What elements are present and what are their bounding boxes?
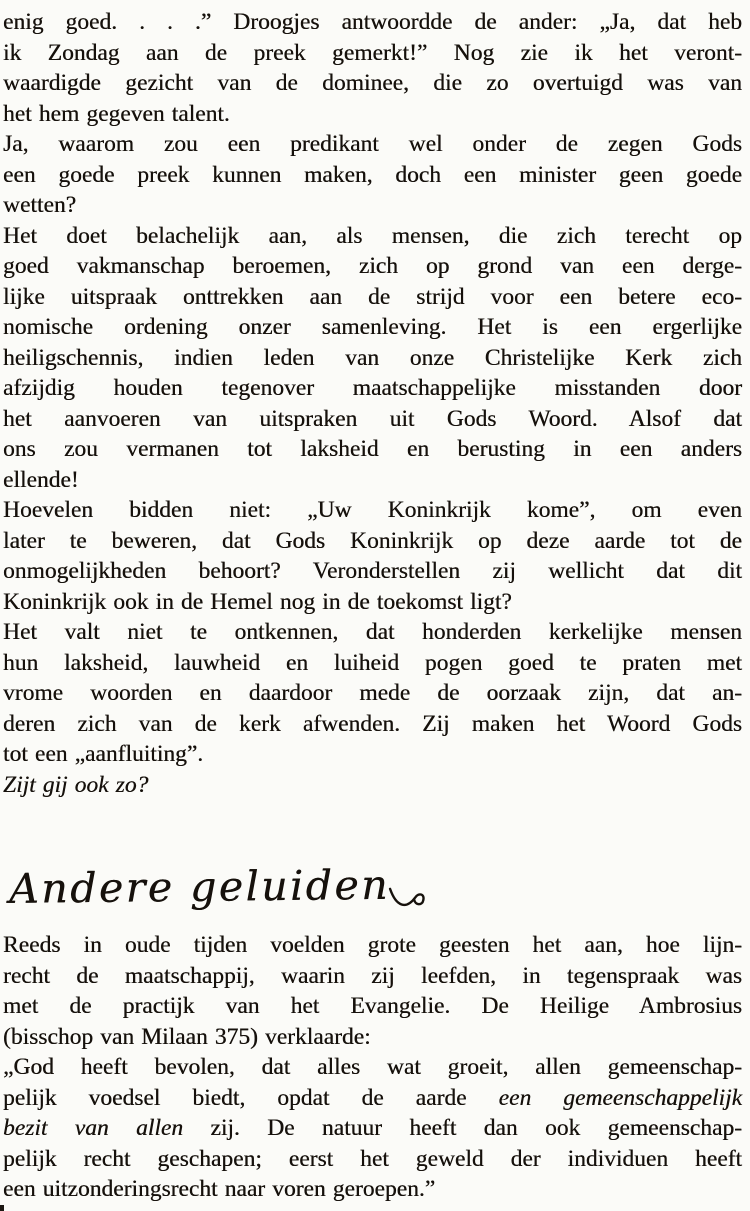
text-line [3,1022,742,1053]
text-segment: pelijk voedsel biedt, opdat de aarde [3,1084,499,1111]
text-line [3,930,742,961]
text-line [3,961,742,992]
section-heading [9,851,743,913]
text-line [3,282,742,313]
text-line [3,434,742,465]
text-segment: ellende! [3,466,79,493]
paragraph-7 [3,930,742,1052]
text-line [3,38,742,69]
text-segment: ik Zondag aan de preek gemerkt!” Nog zie ik het veront- [3,39,742,66]
paragraph-4 [3,495,742,617]
paragraph-8 [3,1052,742,1205]
paragraph-1 [3,7,742,129]
text-segment: onmogelijkheden behoort? Veronderstellen zij wellicht dat dit [3,558,742,584]
text-segment: recht de maatschappij, waarin zij leefden, in tegenspraak was [3,962,742,989]
scan-artifact [0,1205,4,1211]
text-line [3,190,742,221]
text-segment: lijke uitspraak onttrekken aan de strijd voor een betere eco- [3,283,742,310]
text-segment: Reeds in oude tijden voelden grote geesten het aan, hoe lijn- [3,932,742,958]
text-line [3,648,742,679]
text-line [3,343,742,374]
heading-text: Andere geluiden [8,860,391,913]
text-line [3,404,742,435]
text-segment: Het valt niet te ontkennen, dat honderden kerkelijke mensen [3,619,742,645]
text-line [3,465,742,496]
text-segment: hun laksheid, lauwheid en luiheid pogen goed te praten met [3,649,742,676]
paragraph-5 [3,617,742,770]
text-segment: later te beweren, dat Gods Koninkrijk op deze aarde tot de [3,527,742,554]
text-line [3,160,742,191]
text-line [3,495,742,526]
text-line [3,1083,742,1114]
italic-text: bezit van allen [3,1115,211,1141]
text-line [3,1174,742,1205]
text-line [3,221,742,252]
text-line [3,678,742,709]
text-segment: het aanvoeren van uitspraken uit Gods Woord. Alsof dat [3,405,742,432]
text-line [3,739,742,770]
text-segment: Hoevelen bidden niet: „Uw Koninkrijk kome”, om even [3,497,742,523]
text-segment: goed vakmanschap beroemen, zich op grond van een derge- [3,253,742,279]
text-segment: een uitzonderingsrecht naar voren geroepen.” [3,1176,436,1202]
italic-text: een gemeenschappelijk [498,1084,742,1111]
text-line [3,373,742,404]
text-segment: afzijdig houden tegenover maatschappelijke misstanden door [3,375,742,401]
text-segment: enig goed. . . .” Droogjes antwoordde de ander: „Ja, dat heb [3,9,742,35]
text-segment: tot een „aanfluiting”. [3,741,204,767]
text-segment: heiligschennis, indien leden van onze Christelijke Kerk zich [3,344,742,371]
text-line [3,7,742,38]
text-segment: deren zich van de kerk afwenden. Zij maken het Woord Gods [3,710,742,737]
text-line [3,99,742,130]
text-line [3,1052,742,1083]
text-segment: zij. De natuur heeft dan ook gemeenschap- [210,1115,742,1141]
text-segment: pelijk recht geschapen; eerst het geweld der individuen heeft [3,1145,742,1172]
text-line [3,1144,742,1175]
text-segment: Ja, waarom zou een predikant wel onder de zegen Gods [3,131,742,157]
text-line [3,1113,742,1144]
text-line [3,617,742,648]
italic-text: Zijt gij ook zo? [3,771,149,798]
text-segment: nomische ordening onzer samenleving. Het is een ergerlijke [3,314,742,340]
text-line [3,526,742,557]
text-line [3,770,742,801]
text-segment: (bisschop van Milaan 375) verklaarde: [3,1023,371,1050]
text-segment: Koninkrijk ook in de Hemel nog in de toekomst ligt? [3,588,512,615]
text-segment: wetten? [3,192,77,218]
text-segment: Het doet belachelijk aan, als mensen, die zich terecht op [3,222,742,249]
paragraph-2 [3,129,742,221]
text-line [3,312,742,343]
text-segment: waardigde gezicht van de dominee, die zo overtuigd was van [3,70,742,96]
text-line [3,251,742,282]
text-segment: het hem gegeven talent. [3,100,230,127]
text-line [3,556,742,587]
text-line [3,709,742,740]
text-segment: vrome woorden en daardoor mede de oorzaak zijn, dat an- [3,680,742,706]
paragraph-6 [3,770,742,801]
text-segment: ons zou vermanen tot laksheid en berusting in een anders [3,436,742,462]
text-segment: met de practijk van het Evangelie. De Heilige Ambrosius [3,993,742,1019]
text-segment: „God heeft bevolen, dat alles wat groeit, allen gemeenschap- [3,1054,742,1080]
text-line [3,587,742,618]
text-line [3,129,742,160]
text-line [3,68,742,99]
paragraph-3 [3,221,742,496]
heading-flourish-icon [388,884,432,912]
text-segment: een goede preek kunnen maken, doch een minister geen goede [3,161,742,188]
text-line [3,991,742,1022]
